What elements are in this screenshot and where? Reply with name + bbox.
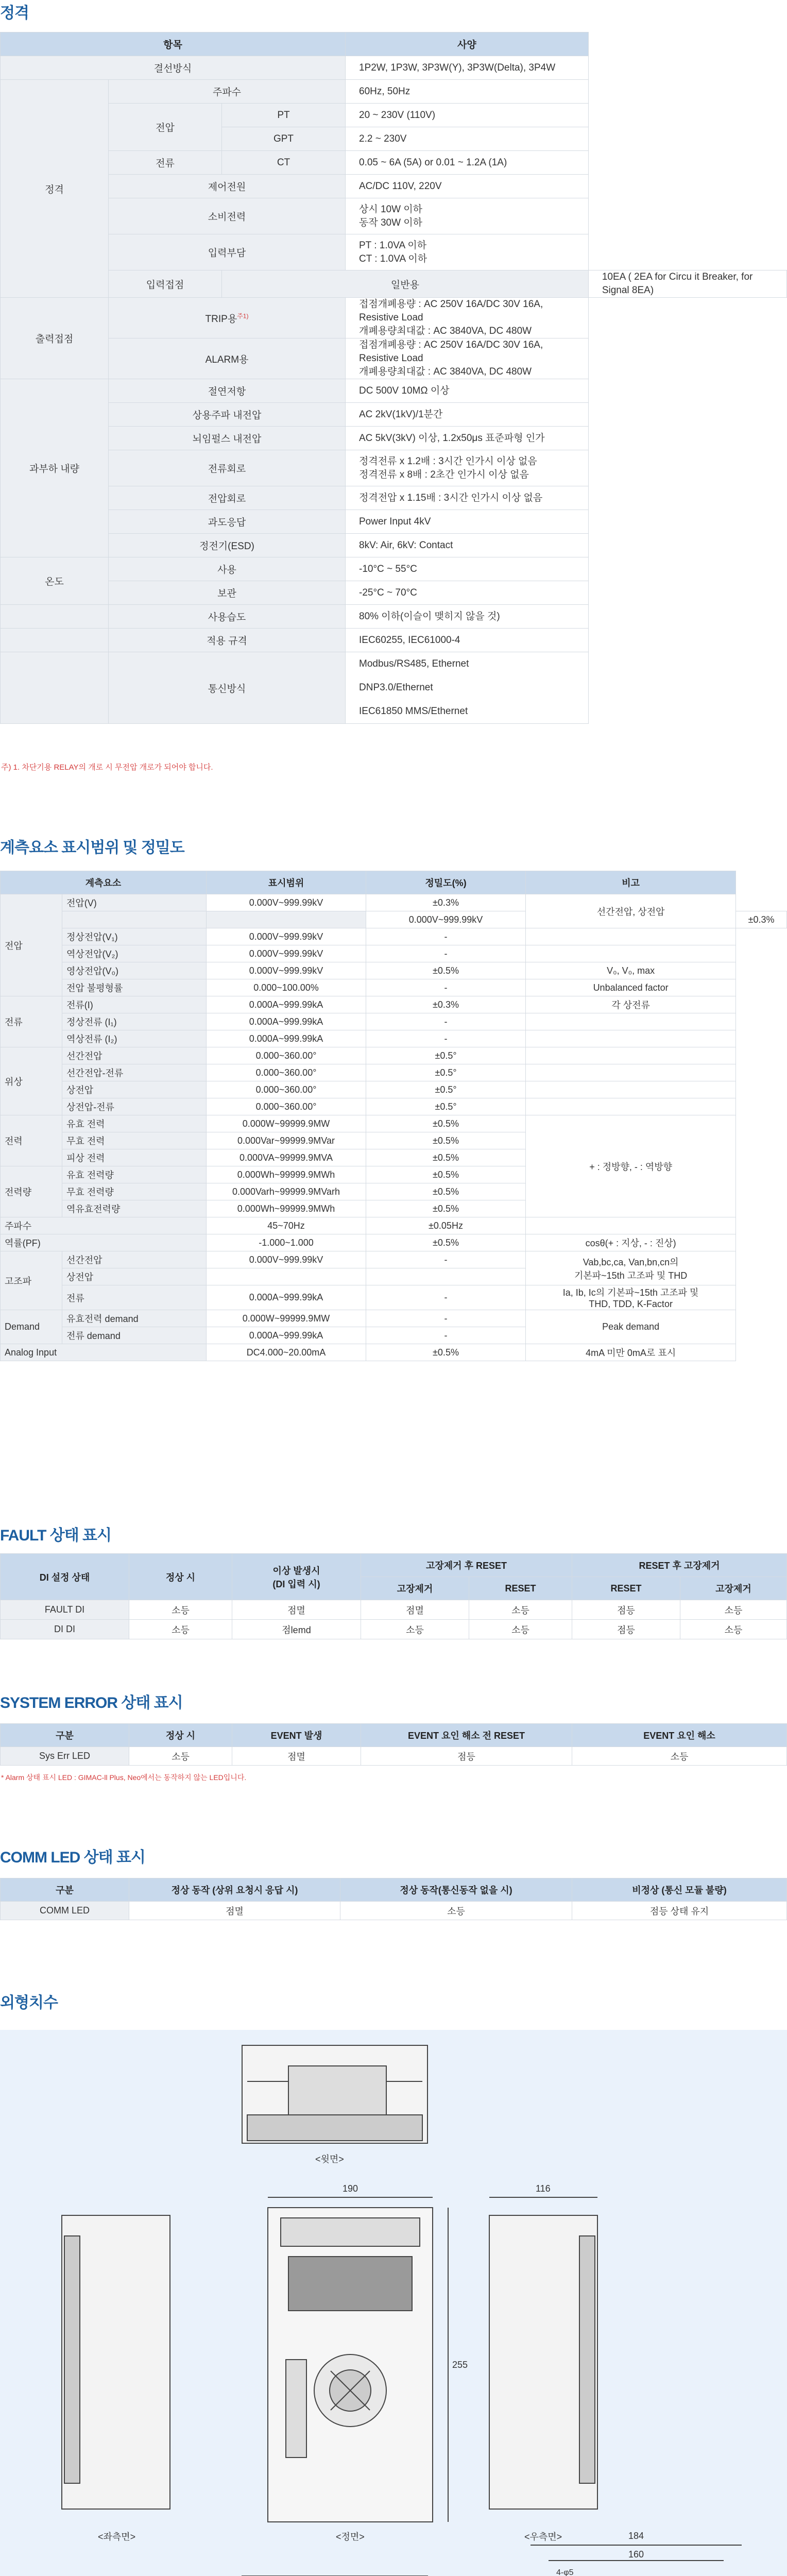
store-value: -25°C ~ 70°C	[346, 581, 589, 605]
measure-accuracy: ±0.5%	[366, 1200, 526, 1217]
measure-accuracy: ±0.5°	[366, 1081, 526, 1098]
label-top-view: <윗면>	[315, 2154, 344, 2164]
measure-item: 피상 전력	[62, 1149, 207, 1166]
measure-range: 0.000W~99999.9MW	[207, 1310, 366, 1327]
commled-header: 구분	[1, 1878, 129, 1902]
measure-range: 0.000Varh~99999.9MVarh	[207, 1183, 366, 1200]
row-power-consumption: 소비전력	[109, 198, 346, 234]
measure-remark	[526, 928, 736, 945]
label-front-view: <정면>	[336, 2532, 365, 2542]
measure-range: 45~70Hz	[207, 1217, 366, 1234]
measure-group: 전압	[1, 894, 62, 996]
commled-header: 정상 동작 (상위 요청시 응답 시)	[129, 1878, 340, 1902]
commled-header: 정상 동작(통신동작 없을 시)	[340, 1878, 572, 1902]
measure-accuracy: ±0.3%	[366, 996, 526, 1013]
measure-remark-line: Vab,bc,ca, Van,bn,cn의	[583, 1257, 679, 1267]
row-humidity: 사용습도	[109, 605, 346, 629]
measure-remark	[526, 1030, 736, 1047]
fault-row-2-label: DI DI	[1, 1620, 129, 1639]
header-item: 항목	[1, 32, 346, 56]
group-rating: 정격	[1, 80, 109, 298]
measure-item: 상전압-전류	[62, 1098, 207, 1115]
fault-cell: 소등	[469, 1620, 572, 1639]
dim-255: 255	[452, 2360, 468, 2370]
measure-remark-line: 기본파~15th 고조파 및 THD	[574, 1270, 688, 1281]
measure-range: DC4.000~20.00mA	[207, 1344, 366, 1361]
measure-remark	[526, 1081, 736, 1098]
dim-184: 184	[628, 2531, 644, 2541]
row-transient: 과도응답	[109, 510, 346, 534]
measure-remark	[526, 1047, 736, 1064]
measure-accuracy: ±0.5°	[366, 1064, 526, 1081]
measure-accuracy: -	[366, 1310, 526, 1327]
measure-range: 0.000~360.00°	[207, 1047, 366, 1064]
burden-value-2: CT : 1.0VA 이하	[359, 253, 427, 264]
measure-accuracy: ±0.5%	[366, 1132, 526, 1149]
measure-remark: V₀, V₀, max	[526, 962, 736, 979]
measure-accuracy: ±0.5%	[366, 1183, 526, 1200]
measure-accuracy: -	[366, 1030, 526, 1047]
dim-holes: 4-φ5	[556, 2568, 574, 2576]
fault-cell: 소등	[680, 1620, 787, 1639]
measure-accuracy: ±0.3%	[366, 894, 526, 911]
comm-value-3: IEC61850 MMS/Ethernet	[359, 706, 468, 717]
commled-row-label: COMM LED	[1, 1902, 129, 1920]
measure-accuracy: ±0.5%	[366, 1344, 526, 1361]
measure-accuracy: -	[366, 1251, 526, 1268]
measure-item: 전압(V)	[62, 894, 207, 911]
syserr-header: EVENT 발생	[232, 1724, 361, 1747]
measure-item: 상전압	[62, 1081, 207, 1098]
measure-header-item: 계측요소	[1, 871, 207, 894]
measure-range: 0.000A~999.99kA	[207, 1327, 366, 1344]
withstand-value: AC 2kV(1kV)/1분간	[346, 403, 589, 427]
syserr-cell: 소등	[129, 1747, 232, 1766]
ct-value: 0.05 ~ 6A (5A) or 0.01 ~ 1.2A (1A)	[346, 151, 589, 175]
measure-range: 0.000Var~99999.9MVar	[207, 1132, 366, 1149]
measure-remark	[526, 1013, 736, 1030]
transient-value: Power Input 4kV	[346, 510, 589, 534]
measure-range: 0.000A~999.99kA	[207, 1285, 366, 1310]
row-burden: 입력부담	[109, 234, 346, 270]
fault-cell: 소등	[680, 1600, 787, 1620]
measure-header-remark: 비고	[526, 871, 736, 894]
trip-label: TRIP용	[205, 313, 237, 325]
row-input-contact: 입력접점	[109, 270, 222, 298]
measure-item: 유효 전력량	[62, 1166, 207, 1183]
row-current: 전류	[109, 151, 222, 175]
measure-remark	[526, 945, 736, 962]
measure-remark	[526, 1098, 736, 1115]
syserr-note: * Alarm 상태 표시 LED : GIMAC-ll Plus, Neo에서는 동작하지 않는 LED입니다.	[1, 1773, 247, 1782]
measure-range: 0.000V~999.99kV	[207, 894, 366, 911]
measure-item: 전류(I)	[62, 996, 207, 1013]
measure-remark: 각 상전류	[526, 996, 736, 1013]
measure-range: 0.000V~999.99kV	[207, 945, 366, 962]
measure-item	[207, 911, 366, 928]
fault-header-fix-reset: 고장제거 후 RESET	[361, 1554, 572, 1577]
measure-remark: 4mA 미만 0mA로 표시	[526, 1344, 736, 1361]
section-title-commled: COMM LED 상태 표시	[0, 1849, 145, 1866]
measure-item: 영상전압(V₀)	[62, 962, 207, 979]
row-general: 일반용	[222, 270, 589, 298]
measure-accuracy	[366, 1268, 526, 1285]
measure-range: 0.000~360.00°	[207, 1064, 366, 1081]
measure-accuracy: ±0.5°	[366, 1047, 526, 1064]
measure-accuracy: ±0.05Hz	[366, 1217, 526, 1234]
measure-group: Demand	[1, 1310, 62, 1344]
measure-item: 역상전압(V₂)	[62, 945, 207, 962]
measure-remark	[526, 1217, 736, 1234]
row-trip	[109, 298, 346, 338]
syserr-cell: 점멸	[232, 1747, 361, 1766]
fault-sub-reset2: RESET	[572, 1577, 680, 1600]
row-withstand: 상용주파 내전압	[109, 403, 346, 427]
row-frequency: 주파수	[109, 80, 346, 104]
row-control-power: 제어전원	[109, 175, 346, 198]
dim-116: 116	[536, 2183, 551, 2194]
fault-cell: 소등	[361, 1620, 469, 1639]
measure-accuracy: -	[366, 1285, 526, 1310]
measure-remark-line: THD, TDD, K-Factor	[589, 1299, 673, 1309]
label-right-view: <우측면>	[524, 2532, 562, 2542]
impulse-value: AC 5kV(3kV) 이상, 1.2x50μs 표준파형 인가	[346, 427, 589, 450]
row-gpt: GPT	[222, 127, 346, 151]
row-alarm: ALARM용	[109, 338, 346, 379]
measure-range: 0.000A~999.99kA	[207, 1030, 366, 1047]
syserr-cell: 점등	[361, 1747, 572, 1766]
measure-range: 0.000V~999.99kV	[366, 911, 526, 928]
measure-remark	[526, 1064, 736, 1081]
fault-header-event: 이상 발생시	[272, 1565, 320, 1576]
measure-accuracy: ±0.5%	[366, 1149, 526, 1166]
measure-range: 0.000VA~99999.9MVA	[207, 1149, 366, 1166]
measure-range: 0.000W~99999.9MW	[207, 1115, 366, 1132]
measure-group: 전류	[1, 996, 62, 1047]
power-value-1: 상시 10W 이하	[359, 204, 423, 215]
measure-remark: 선간전압, 상전압	[526, 894, 736, 928]
fault-row-1-label: FAULT DI	[1, 1600, 129, 1620]
fault-header-reset-fix: RESET 후 고장제거	[572, 1554, 787, 1577]
measure-header-range: 표시범위	[207, 871, 366, 894]
fault-cell: 점멸	[232, 1600, 361, 1620]
use-value: -10°C ~ 55°C	[346, 557, 589, 581]
syserr-table	[0, 1723, 787, 1766]
row-store: 보관	[109, 581, 346, 605]
section-title-fault: FAULT 상태 표시	[0, 1527, 112, 1544]
measure-header-accuracy: 정밀도(%)	[366, 871, 526, 894]
row-communication: 통신방식	[109, 652, 346, 724]
measure-accuracy: ±0.5°	[366, 1098, 526, 1115]
fault-cell: 점등	[572, 1620, 680, 1639]
measure-item: 선간전압	[62, 1251, 207, 1268]
header-spec: 사양	[346, 32, 589, 56]
wiring-value: 1P2W, 1P3W, 3P3W(Y), 3P3W(Delta), 3P4W	[346, 56, 589, 80]
row-pt: PT	[222, 104, 346, 127]
measure-accuracy: -	[366, 928, 526, 945]
fault-sub-fix: 고장제거	[361, 1577, 469, 1600]
commled-cell: 소등	[340, 1902, 572, 1920]
syserr-header: 구분	[1, 1724, 129, 1747]
commled-table	[0, 1878, 787, 1920]
measure-remark: cosθ(+ : 지상, - : 진상)	[526, 1234, 736, 1251]
row-standard: 적용 규격	[109, 629, 346, 652]
measure-range: 0.000~360.00°	[207, 1081, 366, 1098]
row-use: 사용	[109, 557, 346, 581]
trip-footnote: 주1)	[237, 312, 249, 320]
fault-header-normal: 정상 시	[129, 1554, 232, 1600]
measure-item: 유효 전력	[62, 1115, 207, 1132]
measure-accuracy: -	[366, 1327, 526, 1344]
gpt-value: 2.2 ~ 230V	[346, 127, 589, 151]
measure-range: -1.000~1.000	[207, 1234, 366, 1251]
section-title-dims: 외형치수	[0, 1994, 58, 2011]
measure-range: 0.000Wh~99999.9MWh	[207, 1166, 366, 1183]
humidity-value: 80% 이하(이슬이 맺히지 않을 것)	[346, 605, 589, 629]
measure-range: 0.000A~999.99kA	[207, 996, 366, 1013]
current-circuit-value-1: 정격전류 x 1.2배 : 3시간 인가시 이상 없음	[359, 455, 537, 467]
measure-range: 0.000V~999.99kV	[207, 962, 366, 979]
measure-remark-line: Ia, Ib, Ic의 기본파~15th 고조파 및	[562, 1287, 699, 1298]
current-circuit-value-2: 정격전류 x 8배 : 2초간 인가시 이상 없음	[359, 469, 529, 480]
row-wiring: 결선방식	[1, 56, 346, 80]
fault-cell: 소등	[129, 1600, 232, 1620]
measure-item: 주파수	[1, 1217, 207, 1234]
insulation-value: DC 500V 10MΩ 이상	[346, 379, 589, 403]
measure-group: 전력	[1, 1115, 62, 1166]
commled-cell: 점멸	[129, 1902, 340, 1920]
measure-item: 무효 전력량	[62, 1183, 207, 1200]
fault-sub-fix2: 고장제거	[680, 1577, 787, 1600]
measure-accuracy: ±0.5%	[366, 962, 526, 979]
syserr-header: EVENT 요인 해소	[572, 1724, 787, 1747]
fault-header-di: DI 설정 상태	[1, 1554, 129, 1600]
power-value-2: 동작 30W 이하	[359, 217, 423, 228]
syserr-header: 정상 시	[129, 1724, 232, 1747]
measure-accuracy: ±0.5%	[366, 1234, 526, 1251]
measure-table	[0, 871, 787, 1361]
label-left-view: <좌측면>	[98, 2532, 136, 2542]
measure-item: 전류 demand	[62, 1327, 207, 1344]
frequency-value: 60Hz, 50Hz	[346, 80, 589, 104]
measure-accuracy: -	[366, 979, 526, 996]
control-power-value: AC/DC 110V, 220V	[346, 175, 589, 198]
fault-cell: 소등	[129, 1620, 232, 1639]
measure-remark: Peak demand	[526, 1310, 736, 1344]
measure-accuracy: ±0.3%	[736, 911, 787, 928]
row-voltage-circuit: 전압회로	[109, 486, 346, 510]
syserr-row-label: Sys Err LED	[1, 1747, 129, 1766]
voltage-circuit-value: 정격전압 x 1.15배 : 3시간 인가시 이상 없음	[346, 486, 589, 510]
measure-item: 유효전력 demand	[62, 1310, 207, 1327]
measure-item: 역유효전력량	[62, 1200, 207, 1217]
measure-range: 0.000V~999.99kV	[207, 928, 366, 945]
measure-group: 전력량	[1, 1166, 62, 1217]
measure-item: 정상전압(V₁)	[62, 928, 207, 945]
measure-group: 위상	[1, 1047, 62, 1115]
section-title-spec: 정격	[0, 5, 29, 22]
fault-cell: 소등	[469, 1600, 572, 1620]
measure-accuracy: ±0.5%	[366, 1115, 526, 1132]
spec-footnote: 주) 1. 차단기용 RELAY의 개로 시 무전압 개로가 되어야 합니다.	[1, 763, 213, 772]
group-output-contact: 출력접점	[1, 298, 109, 379]
measure-item: 정상전류 (I₁)	[62, 1013, 207, 1030]
dim-190: 190	[343, 2183, 358, 2194]
commled-cell: 점등 상태 유지	[572, 1902, 787, 1920]
measure-item: 역률(PF)	[1, 1234, 207, 1251]
comm-value-2: DNP3.0/Ethernet	[359, 682, 433, 693]
measure-range: 0.000~100.00%	[207, 979, 366, 996]
measure-accuracy: -	[366, 1013, 526, 1030]
measure-accuracy: ±0.5%	[366, 1166, 526, 1183]
measure-item: 무효 전력	[62, 1132, 207, 1149]
row-voltage: 전압	[109, 104, 222, 151]
comm-value-1: Modbus/RS485, Ethernet	[359, 658, 469, 669]
measure-range: 0.000~360.00°	[207, 1098, 366, 1115]
measure-range: 0.000V~999.99kV	[207, 1251, 366, 1268]
measure-item: 선간전압	[62, 1047, 207, 1064]
dimension-drawing-area	[0, 2030, 787, 2576]
row-current-circuit: 전류회로	[109, 450, 346, 486]
row-esd: 정전기(ESD)	[109, 534, 346, 557]
measure-item: 선간전압-전류	[62, 1064, 207, 1081]
measure-remark: + : 정방향, - : 역방향	[526, 1115, 736, 1217]
dim-160: 160	[628, 2549, 644, 2560]
fault-cell: 점lemd	[232, 1620, 361, 1639]
fault-header-event-sub: (DI 입력 시)	[272, 1579, 320, 1589]
trip-value-2: 개폐용량최대값 : AC 3840VA, DC 480W	[359, 326, 532, 336]
burden-value-1: PT : 1.0VA 이하	[359, 240, 427, 251]
standard-value: IEC60255, IEC61000-4	[346, 629, 589, 652]
row-insulation: 절연저항	[109, 379, 346, 403]
alarm-value-1: 접점개폐용량 : AC 250V 16A/DC 30V 16A, Resistive Load	[359, 340, 543, 364]
measure-item: 상전압	[62, 1268, 207, 1285]
measure-range	[207, 1268, 366, 1285]
commled-header: 비정상 (통신 모듈 불량)	[572, 1878, 787, 1902]
syserr-cell: 소등	[572, 1747, 787, 1766]
measure-remark	[526, 1251, 736, 1285]
group-overload: 과부하 내량	[1, 379, 109, 557]
measure-accuracy: -	[366, 945, 526, 962]
syserr-header: EVENT 요인 해소 전 RESET	[361, 1724, 572, 1747]
measure-group: 고조파	[1, 1251, 62, 1310]
fault-sub-reset: RESET	[469, 1577, 572, 1600]
measure-remark: Unbalanced factor	[526, 979, 736, 996]
group-temperature: 온도	[1, 557, 109, 605]
section-title-measure: 계측요소 표시범위 및 정밀도	[0, 839, 184, 856]
spec-table	[0, 32, 787, 724]
measure-remark	[526, 1285, 736, 1310]
fault-table	[0, 1553, 787, 1639]
alarm-value-2: 개폐용량최대값 : AC 3840VA, DC 480W	[359, 366, 532, 377]
measure-item: 전압 불평형률	[62, 979, 207, 996]
fault-cell: 점등	[572, 1600, 680, 1620]
fault-cell: 점멸	[361, 1600, 469, 1620]
measure-item: 전류	[62, 1285, 207, 1310]
measure-range: 0.000A~999.99kA	[207, 1013, 366, 1030]
trip-value-1: 접점개폐용량 : AC 250V 16A/DC 30V 16A, Resistive Load	[359, 299, 543, 323]
section-title-syserr: SYSTEM ERROR 상태 표시	[0, 1694, 183, 1711]
pt-value: 20 ~ 230V (110V)	[346, 104, 589, 127]
measure-range: 0.000Wh~99999.9MWh	[207, 1200, 366, 1217]
row-impulse: 뇌임펄스 내전압	[109, 427, 346, 450]
general-value: 10EA ( 2EA for Circu it Breaker, for Signal 8EA)	[588, 270, 786, 298]
measure-item: 역상전류 (I₂)	[62, 1030, 207, 1047]
measure-item: Analog Input	[1, 1344, 207, 1361]
row-ct: CT	[222, 151, 346, 175]
dimension-drawings	[0, 2030, 787, 2576]
esd-value: 8kV: Air, 6kV: Contact	[346, 534, 589, 557]
